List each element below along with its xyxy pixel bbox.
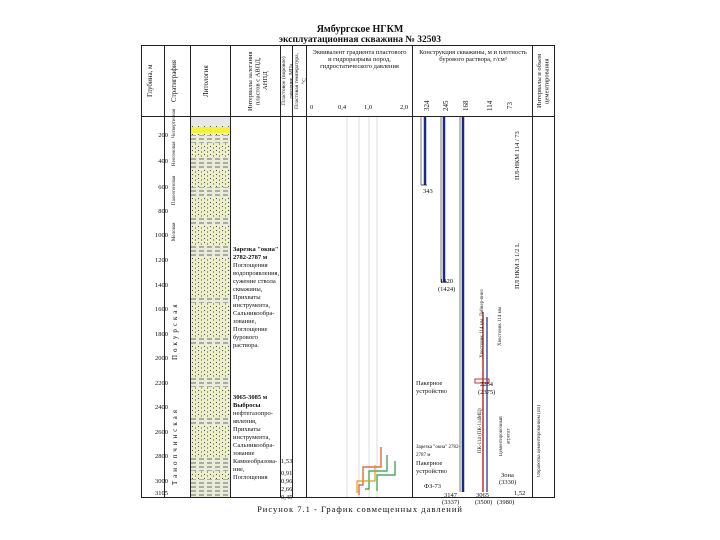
note-line: нефтегазопро- bbox=[233, 410, 273, 417]
note-line: Поглощение bbox=[233, 326, 268, 333]
header-cementing: Интервалы и объем цементирования bbox=[536, 53, 551, 109]
note-line: Поглощения bbox=[233, 474, 268, 481]
construction-label: Цементировочный агрегат bbox=[499, 416, 512, 456]
note-line: Камнеобразова- bbox=[233, 458, 278, 465]
note-line: Сальникообра- bbox=[233, 442, 275, 449]
depth-label: 1400 bbox=[155, 282, 168, 289]
header-temperature: Пластовая температура, °С bbox=[294, 53, 308, 109]
figure-caption: Рисунок 7.1 - График совмещенных давлений bbox=[257, 504, 463, 514]
construction-label: (3980) bbox=[497, 499, 515, 506]
col-sep bbox=[280, 46, 281, 497]
note-line: инструмента, bbox=[233, 434, 270, 441]
construction-label: ФЗ-73 bbox=[424, 483, 442, 490]
note-line: ние, bbox=[233, 466, 245, 473]
construction-label: 2264 bbox=[480, 381, 493, 388]
header-depth: Глубина, м bbox=[146, 64, 154, 98]
cementing-note: Обработка цементированием (пп) bbox=[537, 405, 542, 477]
complications-note-2 bbox=[233, 394, 279, 482]
construction-label: ПЛ-НКМ 114 / 73 bbox=[514, 131, 521, 181]
depth-label: 1000 bbox=[155, 232, 168, 239]
construction-label: ПЛ НКМ 3 1/2 L bbox=[514, 243, 521, 289]
gradient-plot bbox=[307, 117, 411, 497]
note-line: Поглощения bbox=[233, 262, 268, 269]
header-construction: Конструкция скважины, м и плотность бурового раствора, г/см³ bbox=[419, 49, 527, 63]
note-line: Прихваты bbox=[233, 426, 261, 433]
construction-label: Хвостовик 114 мм, Лайнер-вниз bbox=[480, 289, 485, 358]
depth-label: 1200 bbox=[155, 257, 168, 264]
strat-label: Танопчинская bbox=[171, 407, 179, 485]
chart-title: Ямбургское НГКМ bbox=[316, 24, 404, 35]
depth-label: 2600 bbox=[155, 429, 168, 436]
construction-label: (3337) bbox=[442, 499, 460, 506]
header-lithology: Литология bbox=[202, 65, 210, 97]
strat-label: Неогеновая bbox=[172, 141, 177, 167]
strat-label: Палеогеновая bbox=[172, 175, 177, 205]
pressure-value: 0,91 bbox=[281, 470, 293, 477]
header-gradients: Интервалы залегания пластов с АВПД, АНПД bbox=[247, 51, 269, 111]
note-line: 3065-3085 м bbox=[233, 394, 268, 401]
casing-diameter: 114 bbox=[486, 100, 494, 112]
construction-label: (3500) bbox=[475, 499, 493, 506]
construction-label: 3147 bbox=[444, 492, 457, 499]
note-line: зование, bbox=[233, 318, 257, 325]
lithology-column bbox=[191, 117, 230, 497]
construction-label: Хвостовик 114 мм bbox=[498, 306, 503, 346]
chart-subtitle: эксплуатационная скважина № 32503 bbox=[278, 35, 442, 45]
construction-label: ПК-114 (ПК-114МЦ) bbox=[478, 408, 483, 454]
scale-tick: 2,0 bbox=[400, 104, 409, 111]
note-line: Сальникообра- bbox=[233, 310, 275, 317]
depth-label: 600 bbox=[158, 184, 168, 191]
note-line: 2782-2787 м bbox=[233, 254, 268, 261]
note-line: Прихваты bbox=[233, 294, 261, 301]
note-line: Зарезка "окна" bbox=[233, 246, 279, 253]
scale-tick: 0,4 bbox=[338, 104, 347, 111]
construction-label: Пакерное устройство bbox=[416, 460, 448, 475]
casing-diameter: 168 bbox=[462, 100, 470, 112]
depth-label: 3000 bbox=[155, 478, 168, 485]
construction-label: (2375) bbox=[478, 389, 496, 396]
depth-label: 2200 bbox=[155, 380, 168, 387]
col-sep bbox=[292, 46, 293, 497]
pressure-diagram-frame bbox=[141, 45, 555, 506]
pressure-value: 0,45 bbox=[281, 494, 293, 501]
construction-label: Пакерное устройство bbox=[416, 380, 448, 395]
construction-label: 1,52 bbox=[514, 490, 526, 497]
pressure-value: 1,53 bbox=[281, 458, 293, 465]
header-equivalent: Эквивалент градиента пластового и гидроразрыва пород, гидростатического давления bbox=[312, 49, 407, 70]
scale-tick: 0 bbox=[310, 104, 314, 111]
depth-label: 3105 bbox=[155, 490, 168, 497]
note-line: скважины, bbox=[233, 286, 263, 293]
gradient-green-line bbox=[365, 455, 387, 489]
construction-label: (1424) bbox=[438, 286, 456, 293]
note-line: Выбросы bbox=[233, 402, 261, 409]
note-line: инструмента, bbox=[233, 302, 270, 309]
construction-label: 3065 bbox=[476, 492, 489, 499]
depth-label: 2400 bbox=[155, 404, 168, 411]
depth-label: 800 bbox=[158, 208, 168, 215]
note-line: раствора. bbox=[233, 342, 259, 349]
construction-label: Зона bbox=[501, 472, 514, 479]
construction-label: 343 bbox=[423, 188, 433, 195]
construction-label: 1320 bbox=[440, 278, 453, 285]
depth-label: 200 bbox=[158, 132, 168, 139]
gradient-green-line bbox=[377, 461, 395, 491]
strat-label: Меловая bbox=[172, 222, 177, 242]
note-line: бурового bbox=[233, 334, 258, 341]
strat-label: Покурская bbox=[171, 301, 179, 361]
casing-diameter: 73 bbox=[506, 102, 514, 110]
depth-label: 2800 bbox=[155, 453, 168, 460]
note-line: явления, bbox=[233, 418, 257, 425]
depth-label: 1800 bbox=[155, 331, 168, 338]
depth-label: 1600 bbox=[155, 306, 168, 313]
note-line: водопроявления, bbox=[233, 270, 280, 277]
complications-note-1 bbox=[233, 246, 279, 350]
depth-label: 400 bbox=[158, 158, 168, 165]
header-pressure: Пластовое (поровое) давление, МПа bbox=[281, 56, 295, 106]
note-line: зование bbox=[233, 450, 255, 457]
depth-label: 2000 bbox=[155, 355, 168, 362]
header-stratigraphy: Стратиграфия bbox=[170, 60, 178, 102]
construction-label: (3330) bbox=[499, 479, 517, 486]
col-sep bbox=[230, 46, 231, 497]
scale-tick: 1,0 bbox=[364, 104, 373, 111]
col-sep bbox=[532, 46, 533, 497]
pressure-value: 2,66 bbox=[281, 486, 293, 493]
casing-diameter: 324 bbox=[423, 100, 431, 112]
casing-diameter: 245 bbox=[442, 100, 450, 112]
pressure-value: 0,96 bbox=[281, 478, 293, 485]
construction-label: Зарезка "окна" 2782-2787 м bbox=[416, 445, 461, 458]
note-line: сужение ствола bbox=[233, 278, 276, 285]
strat-label: Четвертичная bbox=[172, 108, 177, 138]
